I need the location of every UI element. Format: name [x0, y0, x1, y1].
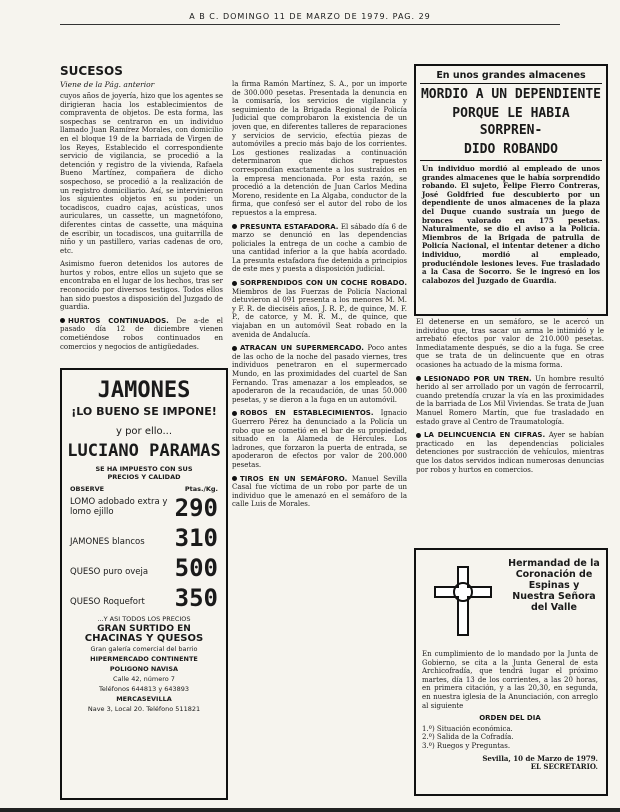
ad-brand: LUCIANO PARAMAS — [67, 441, 221, 461]
col2-text: Ignacio Guerrero Pérez ha denunciado a la Policía un robo que se cometió en el bar de su propiedad, situado en la Alameda de Hércules. Los ladrones, que forzaron la puerta de entrada, se apoderaron de efectos por valor de 200.000 pesetas. — [232, 409, 407, 469]
ad-footer-4: Gran galería comercial del barrio — [90, 645, 198, 653]
brotherhood-notice — [414, 548, 608, 796]
bullet-icon — [416, 433, 421, 438]
price-row — [62, 523, 226, 553]
signature-date: Sevilla, 10 de Marzo de 1979. — [482, 753, 598, 763]
col3-item — [416, 431, 604, 474]
signature-title: EL SECRETARIO. — [530, 762, 598, 772]
featured-rule — [420, 83, 602, 84]
bullet-icon — [232, 476, 237, 481]
brotherhood-title: Hermandad de la Coronación de Espinas y Nuestra Señora del Valle — [508, 558, 600, 613]
featured-headline-line: DIDO ROBANDO — [464, 142, 558, 157]
bullet-icon — [232, 346, 237, 351]
agenda-title: ORDEN DEL DIA — [479, 714, 541, 723]
col2-heading: SORPRENDIDOS CON UN COCHE ROBADO. — [240, 279, 407, 288]
ad-headline: JAMONES — [97, 378, 191, 403]
featured-body: Un individuo mordió al empleado de unos grandes almacenes que le había sorprendido robando. El sujeto, Felipe Fierro Contreras, José Goldfried fue descubierto por un dependiente de unos almacenes de la plaza del Duque cuando sustraía un juego de bronces valorado en 175 pesetas. Naturalmente, se dio el aviso a la Policía. Miembros de la Brigada de patrulla de Policía Nacional, el intentar detener a dicho individuo, mordió al empleado, produciéndole lesiones leves. Fue trasladado a la Casa de Socorro. Se le ingresó en los calabozos del Juzgado de Guardia. — [422, 164, 600, 285]
bullet-icon — [232, 224, 237, 229]
ad-footer-3: CHACINAS Y QUESOS — [84, 633, 204, 644]
price-item-name: LOMO adobado extra y lomo ejillo — [70, 497, 168, 517]
ad-footer-7: Calle 42, número 7 — [113, 675, 175, 683]
col3-item — [416, 375, 604, 427]
section-title: SUCESOS — [60, 64, 123, 78]
ad-tagline-2: PRECIOS Y CALIDAD — [107, 473, 181, 481]
ad-footer-2: GRAN SURTIDO EN — [97, 624, 191, 634]
col3-heading: LESIONADO POR UN TREN. — [424, 374, 532, 383]
ad-footer-10: Nave 3, Local 20. Teléfono 511821 — [87, 705, 201, 713]
ad-observe-row — [62, 481, 226, 493]
featured-headline-line: MORDIO A UN DEPENDIENTE — [420, 87, 601, 102]
price-item-value: 310 — [174, 524, 218, 552]
price-item-name: JAMONES blancos — [70, 537, 145, 547]
col2-item — [232, 475, 407, 509]
col2-text: Miembros de las Fuerzas de Policía Nacional detuvieron al 091 presenta a los menores M. M. y F. R. de dieciséis años, J. R. P., de quince, M. F. P., de catorce, y M. R. M., de quince, que viajaban en un automóvil Seat robado en la avenida de Andalucía. — [232, 287, 407, 339]
price-row — [62, 583, 226, 613]
section-continued: Viene de la Pág. anterior — [60, 80, 155, 89]
price-item-value: 500 — [174, 554, 218, 582]
ad-footer-9: MERCASEVILLA — [116, 695, 172, 703]
ad-tagline-1: SE HA IMPUESTO CON SUS — [95, 465, 193, 473]
price-item-value: 290 — [174, 494, 218, 522]
header-rule — [60, 24, 560, 25]
col2-text: Poco antes de las ocho de la noche del pasado viernes, tres individuos penetraron en el supermercado Mundo, en las proximidades del cuartel de San Fernando. Tras amenazar a los empleados, se apoderaron de la recaudación, de unas 50.000 pesetas, y se dieron a la fuga en un automóvil. — [232, 344, 407, 404]
column-2 — [232, 80, 407, 810]
col1-paragraph-3 — [60, 317, 223, 351]
featured-kicker: En unos grandes almacenes — [436, 70, 586, 81]
col3-heading: LA DELINCUENCIA EN CIFRAS. — [424, 431, 546, 440]
bullet-icon — [416, 376, 421, 381]
ad-lead: y por ello... — [115, 426, 173, 437]
price-row — [62, 493, 226, 523]
featured-headline-line: PORQUE LE HABIA SORPREN- — [452, 106, 570, 138]
col1-paragraph-1: cuyos años de joyería, hizo que los agentes se dirigieran hacia los establecimientos de compraventa de objetos. De esta forma, las sospechas se centraron en un individuo llamado Juan Ramírez Morales, con domicilio en el bloque 19 de la barriada de Virgen de los Reyes, Establecido el correspondiente servicio de vigilancia, se procedió a la detención y registro de la vivienda, Rafaela Bueno Martínez, compañera de dicho sospechoso, se procedió a la realización de un registro domiciliario. Así, se intervinieron los siguientes objetos en su poder: un tocadiscos, cuadro cajas, acústicas, unos auriculares, un cassette, un magnetófono, diferentes cintas de cassette, una máquina de escribir, un tocadiscos, una guitarrilla de niño y un pastillero, varias cadenas de oro, etc. — [60, 92, 223, 255]
col2-item — [232, 409, 407, 469]
col2-item — [232, 344, 407, 404]
bullet-icon — [232, 281, 237, 286]
ad-observe: OBSERVE — [70, 485, 105, 493]
price-item-name: QUESO puro oveja — [70, 567, 149, 577]
brotherhood-text: En cumplimiento de lo mandado por la Junta de Gobierno, se cita a la Junta General de esta Archicofradía, que tendrá lugar el próximo martes, día 13 de los corrientes, a las 20 horas, en primera citación, y a las 20,30, en segunda, en nuestra iglesia de la Anunciación, con arreglo al siguiente — [422, 650, 598, 710]
col2-item — [232, 279, 407, 339]
price-row — [62, 553, 226, 583]
ad-unit: Ptas./Kg. — [184, 485, 218, 493]
price-item-name: QUESO Roquefort — [70, 597, 145, 607]
col1-paragraph-3-text: De a-de el pasado día 12 de diciembre vienen cometiéndose robos continuados en comercios y negocios de antigüedades. — [60, 316, 223, 351]
col2-text: El sábado día 6 de marzo se denunció en las dependencias policiales la entrega de un coche a cambio de una cantidad inferior a la que había acordado. La presunta estafadora fue detenida a principios de este mes y puesta a disposición judicial. — [232, 222, 407, 274]
page-header: A B C. DOMINGO 11 DE MARZO DE 1979. PAG. 29 — [189, 12, 431, 21]
col2-heading: TIROS EN UN SEMÁFORO. — [240, 474, 348, 483]
ad-footer-8: Teléfonos 644813 y 643893 — [98, 685, 190, 693]
col2-paragraph-1: la firma Ramón Martínez, S. A., por un importe de 300.000 pesetas. Presentada la denuncia en la comisaría, los servicios de vigilancia y seguimiento de la Brigada Regional de Policía Judicial que comprobaron la existencia de un joven que, en diferentes talleres de reparaciones y servicios de servicio, efectúa piezas de automóviles a precio más bajo de los corrientes. Los gestiones realizadas a continuación determinaron que dichos repuestos correspondían exactamente a los sustraídos en la empresa mencionada. Por esta razón, se procedió a la detención de Juan Carlos Medina Moreno, residente en La Algaba, conductor de la firma, que confesó ser el autor del robo de los repuestos a la empresa. — [232, 80, 407, 217]
ham-advertisement — [60, 368, 228, 800]
col2-heading: ATRACAN UN SUPERMERCADO. — [240, 344, 364, 353]
col2-heading: PRESUNTA ESTAFADORA. — [240, 222, 339, 231]
cross-emblem-icon — [428, 562, 498, 640]
bullet-icon — [60, 318, 65, 323]
col1-section-heading: HURTOS CONTINUADOS. — [68, 316, 169, 325]
ad-footer-6: POLIGONO NAVISA — [109, 665, 179, 673]
featured-story-box — [414, 64, 608, 316]
col2-heading: ROBOS EN ESTABLECIMIENTOS. — [240, 409, 374, 418]
ad-footer-1: ...Y ASI TODOS LOS PRECIOS — [97, 615, 191, 623]
col3-paragraph-1: El detenerse en un semáforo, se le acercó un individuo que, tras sacar un arma le intimidó y le arrebató efectos por valor de 210.000 pesetas. Inmediatamente después, se dio a la fuga. Se cree que se trata de un delincuente que en otras ocasiones ha actuado de la misma forma. — [416, 318, 604, 369]
agenda-item: 3.º) Ruegos y Preguntas. — [422, 741, 511, 750]
ad-slogan: ¡LO BUENO SE IMPONE! — [71, 405, 217, 418]
page-footer-strip — [0, 808, 620, 812]
bullet-icon — [232, 411, 237, 416]
col1-paragraph-2: Asimismo fueron detenidos los autores de hurtos y robos, entre ellos un sujeto que se encontraba en el lugar de los hechos, tras ser reconocido por diversos testigos. Todos ellos han sido puestos a disposición del Juzgado de guardia. — [60, 260, 223, 312]
agenda-item: 1.º) Situación económica. — [422, 724, 513, 733]
col3-text: Un hombre resultó herido al ser arrollado por un vagón de ferrocarril, cuando pretendía cruzar la vía en las proximidades de la barriada de Los Mil Viviendas. Se trata de Juan Manuel Romero Martín, que fue trasladado en estado grave al Centro de Traumatología. — [416, 374, 604, 426]
ad-footer-5: HIPERMERCADO CONTINENTE — [90, 655, 198, 663]
col3-text: Ayer se habían practicado en las dependencias policiales detenciones por sustracción de vehículos, mientras que los datos servidos indican numerosas denuncias por robos y hurtos en comercios. — [416, 431, 604, 474]
agenda-item: 2.º) Salida de la Cofradía. — [422, 733, 514, 742]
col2-text: Manuel Sevilla Casal fue víctima de un robo por parte de un individuo que le amenazó en el semáforo de la calle Luis de Morales. — [232, 474, 407, 509]
brotherhood-body — [422, 650, 598, 772]
col2-item — [232, 223, 407, 275]
price-item-value: 350 — [174, 584, 218, 612]
column-3 — [416, 318, 604, 540]
column-1 — [60, 92, 223, 368]
